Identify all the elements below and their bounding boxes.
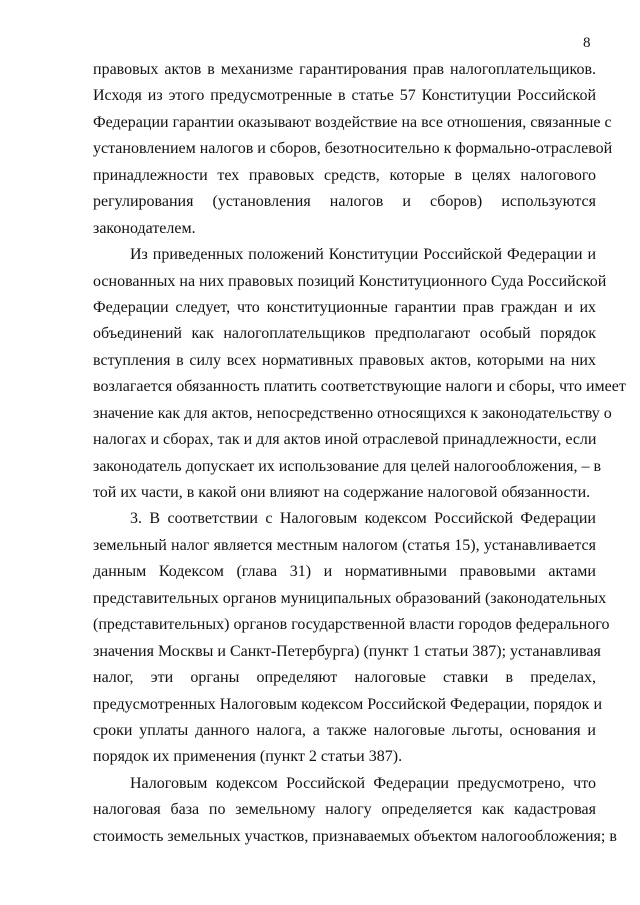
text-line: принадлежности тех правовых средств, которые в целях налогового xyxy=(93,166,596,184)
text-line: Федерации гарантии оказывают воздействие на все отношения, связанные с xyxy=(93,113,612,131)
text-line: сроки уплаты данного налога, а также налоговые льготы, основания и xyxy=(93,721,596,739)
text-line: налог, эти органы определяют налоговые ставки в пределах, xyxy=(93,669,596,687)
text-line: (представительных) органов государственной власти городов федерального xyxy=(93,616,610,634)
text-line: налогах и сборах, так и для актов иной отраслевой принадлежности, если xyxy=(93,431,597,449)
text-line: вступления в силу всех нормативных правовых актов, которыми на них xyxy=(93,351,596,369)
text-line: 3. В соответствии с Налоговым кодексом Российской Федерации xyxy=(130,510,596,528)
text-line: объединений как налогоплательщиков предполагают особый порядок xyxy=(93,325,596,343)
text-line: законодателем. xyxy=(93,219,196,237)
text-line: правовых актов в механизме гарантирования прав налогоплательщиков. xyxy=(93,61,596,78)
text-line: порядок их применения (пункт 2 статьи 387). xyxy=(93,748,403,766)
text-line: налоговая база по земельному налогу определяется как кадастровая xyxy=(93,801,596,819)
text-line: установлением налогов и сборов, безотносительно к формально-отраслевой xyxy=(93,140,613,158)
text-line: значение как для актов, непосредственно относящихся к законодательству о xyxy=(93,404,612,422)
page-number: 8 xyxy=(583,35,591,51)
text-line: основанных на них правовых позиций Конституционного Суда Российской xyxy=(93,272,607,290)
text-line: стоимость земельных участков, признаваемых объектом налогообложения; в xyxy=(93,827,617,845)
text-line: Федерации следует, что конституционные гарантии прав граждан и их xyxy=(93,298,596,316)
text-line: значения Москвы и Санкт-Петербурга) (пункт 1 статьи 387); устанавливая xyxy=(93,642,601,660)
text-line: Исходя из этого предусмотренные в статье 57 Конституции Российской xyxy=(93,87,596,105)
text-line: возлагается обязанность платить соответствующие налоги и сборы, что имеет xyxy=(93,378,626,396)
text-line: данным Кодексом (глава 31) и нормативными правовыми актами xyxy=(93,563,596,581)
text-line: той их части, в какой они влияют на содержание налоговой обязанности. xyxy=(93,484,591,501)
text-line: представительных органов муниципальных образований (законодательных xyxy=(93,589,607,607)
text-line: предусмотренных Налоговым кодексом Российской Федерации, порядок и xyxy=(93,695,602,713)
text-line: земельный налог является местным налогом (статья 15), устанавливается xyxy=(93,536,596,554)
document-body xyxy=(93,57,626,850)
text-line: законодатель допускает их использование для целей налогообложения, – в xyxy=(93,457,602,475)
text-line: регулирования (установления налогов и сборов) используются xyxy=(93,193,596,211)
text-line: Налоговым кодексом Российской Федерации предусмотрено, что xyxy=(130,774,596,792)
text-line: Из приведенных положений Конституции Российской Федерации и xyxy=(130,246,596,264)
